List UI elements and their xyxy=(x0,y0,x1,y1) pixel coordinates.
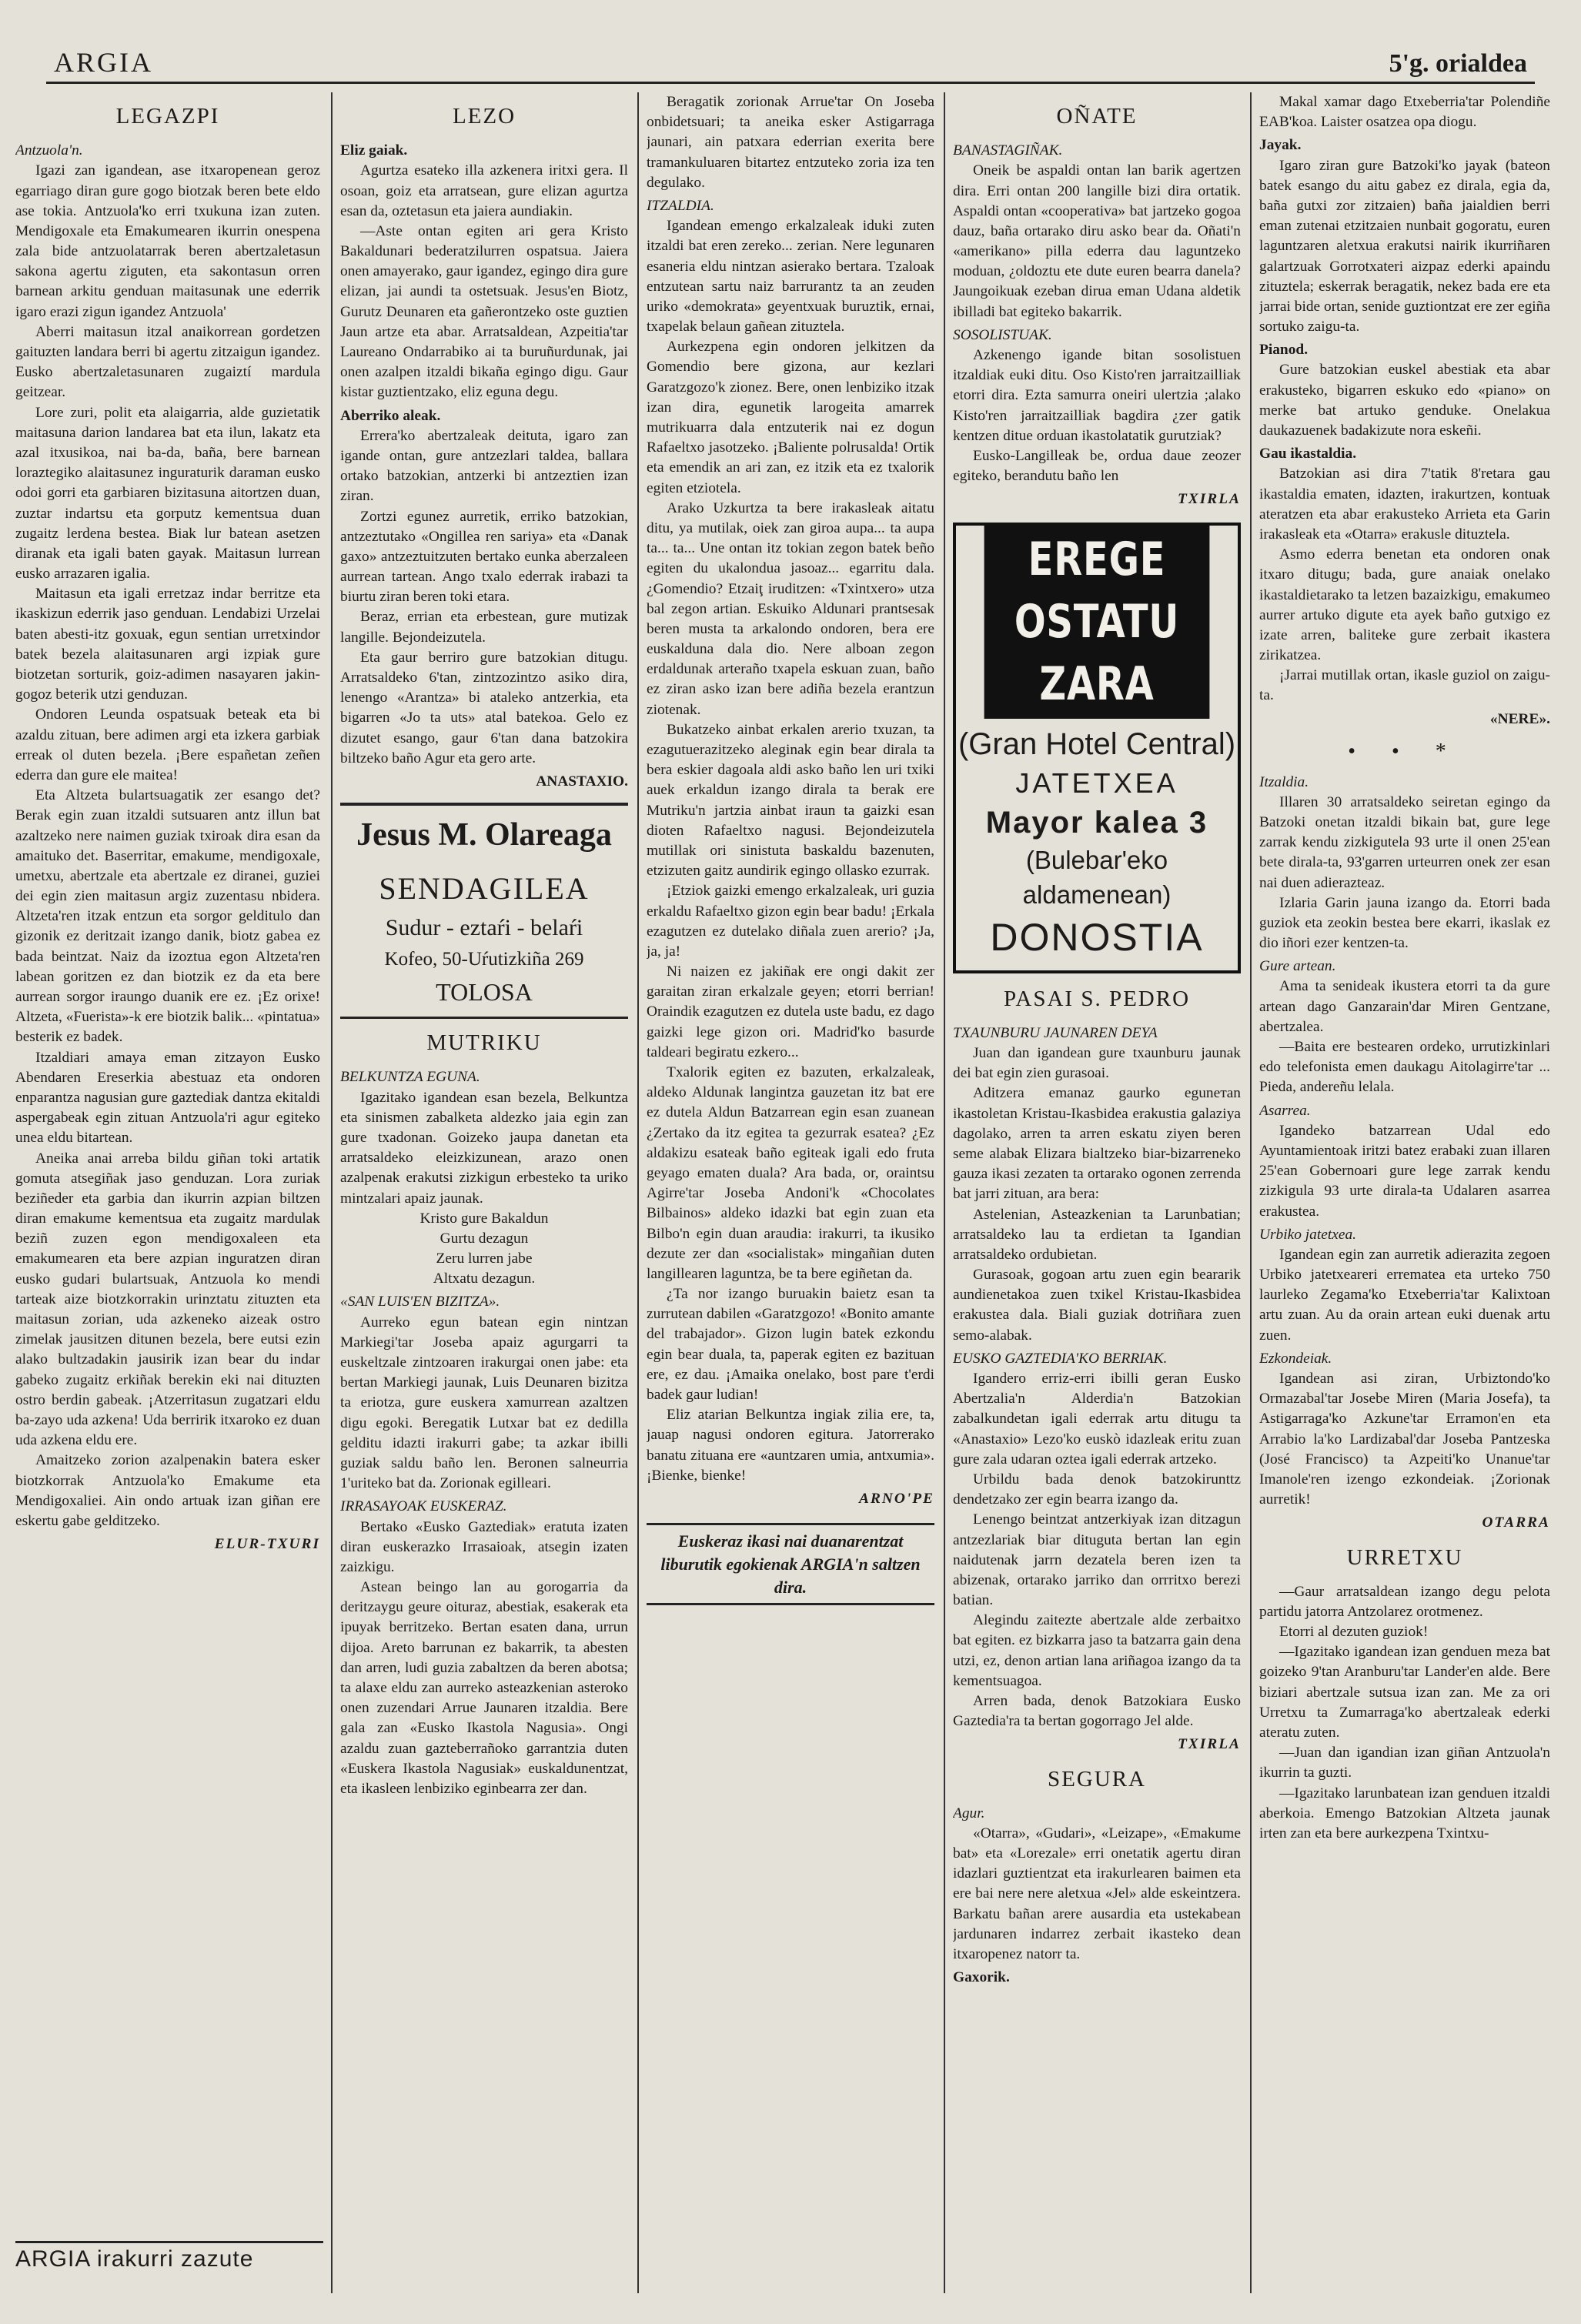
subheading: TXAUNBURU JAUNAREN DEYA xyxy=(953,1024,1158,1041)
ad-hotel-restaurant: JATETXEA xyxy=(1015,766,1178,799)
paragraph: Ondoren Leunda ospatsuak beteak eta bi azaldu zituan, bere adimen argi eta izkera garbiak erreak ol duten bezela. ¡Bere españetan zeñen ederra dan gure ele maitea! xyxy=(15,706,320,783)
ad-city: TOLOSA xyxy=(436,978,533,1007)
ad-address: Kofeo, 50-Uŕutizkiña 269 xyxy=(384,949,584,970)
column-rule xyxy=(1250,92,1252,2293)
subheading: Gure artean. xyxy=(1259,958,1336,975)
section-heading-mutriku: MUTRIKU xyxy=(426,1030,542,1056)
paragraph: Igandean asi ziran, Urbiztondo'ko Ormazabal'tar Josebe Miren (Maria Josefa), ta Astigarraga'ko Azkune'tar Erramon'en eta Arrabio la'ko Lardizabal'dar Joseba Pantzeska (José Francisco) ta Azpeiti'ko Unanue'tar Imanole'ren izengo ezkondeiak. ¡Zorionak aurretik! xyxy=(1259,1371,1550,1508)
paragraph: Lenengo beintzat antzerkiyak izan ditzagun antzezlariak biar dituguta bertan lan egin naidutenak jarrn dezatela beren izen ta abizenak, ortarako jarriko dan orrritxo berezi batian. xyxy=(953,1511,1241,1609)
section-heading-urretxu: URRETXU xyxy=(1346,1544,1463,1570)
subheading: Eliz gaiak. xyxy=(340,142,408,159)
paragraph: Ama ta senideak ikustera etorri ta da gure artean dago Ganzarain'dar Miren Gentzane, abertzalea. xyxy=(1259,978,1550,1035)
paragraph: Txalorik egiten ez bazuten, erkalzaleak, aldeko Aldunak langintza gauzetan itz bat ere ez dutela Aldun Batzarrean egin esan zuanean ¿Zertako da itz egitea ta gezurrak esatea? ¿Ez aldakizu esateak baño egiteak igali edo fruta geyago ematen duala? Ara bada, or, oraintsu Agirre'tar Joseba Andoni'k «Chocolates Bilbainos» aldeko idazki bat egin zuan eta Bilbo'n egin duan araudia: irakurri, ta ikusiko dezute zer dan «socialistak» mingañian duten langillearen laguntza, be ta bere egiñetan da. xyxy=(647,1064,934,1282)
paragraph: Lore zuri, polit eta alaigarria, alde guzietatik maitasuna darion landarea bat eta ilun, lakatz eta azal itxusikoa, nai ba-da, baña, bere barnean loraztegiko alaitasunez inguraturik daraman eusko odoi gorri eta garbiaren bizitasuna aitortzen duan, zuztar indartsu eta gorputz kementsua duan zugaitz lerdena bestea. Biak lur batean asetzen diranak eta igali baten gayak. Maitasun lurrean eusko arrazaren igalia. xyxy=(15,404,320,583)
paragraph: Arren bada, denok Batzokiara Eusko Gaztedia'ra ta bertan gogorrago Jel alde. xyxy=(953,1693,1241,1730)
ad-specialty: Sudur - eztaŕi - belaŕi xyxy=(385,914,583,940)
masthead-title: ARGIA xyxy=(54,47,153,78)
subheading: Asarrea. xyxy=(1259,1102,1311,1119)
paragraph: Igandero erriz-erri ibilli geran Eusko Abertzalia'n Alderdia'n Batzokian zabalkundetan igali ederrak artu ditugu ta «Anastaxio» Lezo'ko euskò idazleak eritu zuan gure zala udaran oztea igali ederrak artzeko. xyxy=(953,1371,1241,1468)
paragraph: —Igazitako igandean izan genduen meza bat goizeko 9'tan Aranburu'tar Lander'en alde. Bere biziari abertzale sutsua izan zan. Me za ori Urretxu ta Zumarraga'ko abertzaleak ederki ateratu zuten. xyxy=(1259,1644,1550,1741)
verse-line: Zeru lurren jabe xyxy=(436,1250,533,1267)
paragraph: Beraz, errian eta erbestean, gure mutizak langille. Bejondeizutela. xyxy=(340,609,628,646)
paragraph: Aurreko egun batean egin nintzan Markiegi'tar Joseba apaiz agurgarri ta euskeltzale zintzoaren irakurgai onen jabe: eta bertan Markiegi jaunak, Luis Deunaren bizitza ta eriotza, gure euskera xamurrean azaltzen digu egoki. Beregatik Lutxar bat ez dedilla gelditu idazti irakurri gabe; ta azkar ibilli guziak saldu baño len. Beronen salneurria 1'uriteko bat da. Zorionak egilleari. xyxy=(340,1314,628,1492)
paragraph: Illaren 30 arratsaldeko seiretan egingo da Batzoki onetan itzaldi bikain bat, gure lege zarrak kendu zizkigutela 93 urte il onen 25'ean bete dirala-ta, 93'garren urteurren onek zer esan nai duen adierazteaz. xyxy=(1259,793,1550,891)
section-heading-onate: OÑATE xyxy=(1056,104,1138,129)
column-legazpi xyxy=(15,92,320,2232)
author-signature: «NERE». xyxy=(1489,710,1550,727)
ad-hotel-title: EREGE OSTATU ZARA xyxy=(984,526,1210,719)
paragraph: Itzaldiari amaya eman zitzayon Eusko Abendaren Ereserkia abestuaz eta ondoren enparantza nagusian gure gaztediak dantza ekitaldi aspergabeak egin zituan Antzuola'ri agur egiteko unea eldu bitartean. xyxy=(15,1049,320,1147)
ad-title: SENDAGILEA xyxy=(379,870,590,906)
paragraph: Bukatzeko ainbat erkalen arerio txuzan, ta ezagutuerazitzeko aleginak egin bear dirala ta bera eskier dagoala aldi asko baño len uri txiki auek erkaldun izango dirala ta berak ere Mutriku'n jartzia ainbat iraun ta gaizki esan dioten Rafaeltxo nagusi. Bejondeizutela mutillak ori sinistuta baskaldu bazenuten, etzizuten gaitz aundirik egingo ollasko ezurrak. xyxy=(647,721,934,880)
paragraph: Eliz atarian Belkuntza ingiak zilia ere, ta, jauap nagusi ondoren egitura. Jatorrerako banatu zituana ere «auntzaren umia, antxumia». ¡Bienke, bienke! xyxy=(647,1407,934,1484)
paragraph: Igazitako igandean esan bezela, Belkuntza eta sinismen zabalketa aldezko jaia egin zan gure txadonan. Goizeko jaupa danetan eta arratsaldeko eleizkizunean, arazo onen azalpenak erakutsi zizkigun erbesteko ta uriko mintzalari apaiz jaunak. xyxy=(340,1089,628,1207)
column-mutriku-cont xyxy=(647,92,934,2293)
page-number: 5'g. orialdea xyxy=(1389,49,1527,78)
column-onate xyxy=(953,92,1241,2293)
subheading: Aberriko aleak. xyxy=(340,407,441,424)
author-signature: ARNO'PE xyxy=(858,1490,934,1507)
paragraph: Alegindu zaitezte abertzale alde zerbaitxo bat egiten. ez bizkarra jaso ta batzarra gain dena utzi, ez, denon artian lana ariñagoa izango da ta kementsuagoa. xyxy=(953,1612,1241,1689)
subheading: Agur. xyxy=(953,1805,985,1821)
verse-line: Kristo gure Bakaldun xyxy=(419,1210,549,1227)
column-rule xyxy=(331,92,333,2293)
paragraph: Aditzera emanaz gaurko eguneтan ikastoletan Kristau-Ikasbidea erakustia galaziya dagolako, arren ta arren eskatu ziyen beren seme alabak Elizara bialtzeko biar-bizarreneko gauza ikasi zezaten ta ortarako ogonen zerrenda bat jarri zituan, ara bera: xyxy=(953,1085,1241,1203)
advertisement-doctor xyxy=(340,803,628,1019)
verse-line: Altxatu dezagun. xyxy=(433,1271,536,1287)
paragraph: Juan dan igandean gure txaunburu jaunak dei bat egin zien gurasoai. xyxy=(953,1045,1241,1082)
subheading: Jayak. xyxy=(1259,137,1302,154)
verse-line: Gurtu dezagun xyxy=(440,1230,529,1247)
paragraph: Batzokian asi dira 7'tatik 8'retara gau ikastaldia ematen, idazten, irakurtzen, kontuak ateratzen eta abar erakusteko Arrieta eta Garin irakasleak eta «Otarra» erakusle dituztela. xyxy=(1259,466,1550,543)
paragraph: Astean beingo lan au gorogarria da deritzaygu geure oituraz, abestiak, esakerak eta ipuyak berritzeko. Bertan esaten dana, urrun dijoa. Areto barrunan ez bakarrik, ta abesten dan arren, ludi guzia zabaltzen da beren abotsa; ta alaxe eldu zan aurreko asteazkenian asteroko onen zuzendari Arrue Jaunaren itzaldia. Bere gala zan «Eusko Ikastola Nagusia». Ongi azaldu zuan gazteberrañoko garrantzia duten «Euskera Ikastola Nagusiak» euskaldunentzat, eta ikasleen lenbiziko eginbearra zer dan. xyxy=(340,1579,628,1797)
paragraph: ¿Ta nor izango buruakin baietz esan ta zurrutean dabilen «Garatzgozo! «Bonito amante del trabajador». Gizon lugin batek ezkondu egin bear duala, ta, paperak egiten ez bazituan ere, ez dau. ¡Amaika onelako, bost pare t'erdi badek gaur ludian! xyxy=(647,1286,934,1403)
paragraph: Agurtza esateko illa azkenera iritxi gera. Il osoan, goiz eta arratsean, gure elizan agurtza esan da, oztetasun eta jaiera aundiakin. xyxy=(340,162,628,219)
column-rule xyxy=(637,92,639,2293)
paragraph: Aurkezpena egin ondoren jelkitzen da Gomendio bere gizona, aur kezlari Garatzgozo'k zionez. Bere, onen lenbiziko itzak izan dira, egunetik larogeita amarrek mutrikuarra dala entzuterik nai ez dogun Rafaeltxo jasotzeko. ¡Baliente polrusalda! Ortik eta emendik an ari zan, ez itzik eta ez txalorik egiten etziotela. xyxy=(647,339,934,496)
paragraph: Igazi zan igandean, ase itxaropenean geroz egarriago diran gure gogo biotzak beren bete eldo ase tokia. Antzuola'ko erri txukuna izan zuten. Mendigoxale eta Emakumearen ikurrin onespena zala bide antzuolatarrak beren abertzaletasun sakona agertu ziguten, eta sakontasun orren barnean arkitu genduan maitasunak une ederrik igaro erazi zigun igandez Antzuola' xyxy=(15,162,320,320)
paragraph: Makal xamar dago Etxeberria'tar Polendiñe EAB'koa. Laister osatzea opa diogu. xyxy=(1259,94,1550,131)
subheading: Urbiko jatetxea. xyxy=(1259,1226,1357,1243)
advertisement-hotel xyxy=(953,523,1241,973)
paragraph: Azkenengo igande bitan sosolistuen itzaldiak euki ditu. Oso Kisto'ren jarraitzailliak etorri dira. Ezta samurra oneiri ulertzia ;alako Kisto'ren jarraitzailliak bagdira ¿zer gatik kentzen ditue orduan ikastolatatik gurutziak? xyxy=(953,347,1241,444)
author-signature: TXIRLA xyxy=(1177,1736,1241,1753)
bookshop-notice: Euskeraz ikasi nai duanarentzat liburutik egokienak ARGIA'n saltzen dira. xyxy=(647,1523,934,1605)
paragraph: Beragatik zorionak Arrue'tar On Joseba onbidetsuari; ta aneika esker Astigarraga jaunari, ain patxara ederrian exerita bere tramankuluaren bitartez entzuteko zoria iza ten degulako. xyxy=(647,94,934,191)
ad-name: Jesus M. Olareaga xyxy=(356,817,612,853)
paragraph: Izlaria Garin jauna izango da. Etorri bada guziok eta zeokin bestea bere ekarri, ikaslak ez dio iñori ezer kentzen-ta. xyxy=(1259,894,1550,952)
paragraph: Errera'ko abertzaleak deituta, igaro zan igande ontan, gure antzezlari taldea, ballara ortako batzokian, antzerki bi antzeztien izan ziran. xyxy=(340,427,628,505)
author-signature: ELUR-TXURI xyxy=(214,1536,320,1553)
subheading: Gau ikastaldia. xyxy=(1259,446,1357,462)
section-heading-segura: SEGURA xyxy=(1047,1766,1146,1791)
paragraph: Oneik be aspaldi ontan lan barik agertzen dira. Erri ontan 200 langille bizi dira ortatik. Aspaldi ontan «cooperativa» bat jartzeko gogoa dauz, baña ortarako diru asko bear da. Oñati'n «amerikano» pilla ederra dau laguntzeko moduan, ¿oldoztu ete dute euren bearra danela? Jaungoikuak ezeban dirua eman Udana aldetik ibilladi bat egiteko bakarrik. xyxy=(953,162,1241,320)
paragraph: Aberri maitasun itzal anaikorrean gordetzen gaituzten landara berri bi agertu zitzaigun igandez. Eusko abertzaletasunaren zugaiztí mardula geitzear. xyxy=(15,323,320,401)
paragraph: Igandeko batzarrean Udal edo Ayuntamientoak iritzi batez erabaki zuan illaren 25'ean Gobernoari gure lege zarrak kendu zizkigula 93 urte dirala-ta Udalaren asarrea erakustea. xyxy=(1259,1122,1550,1220)
paragraph: ¡Jarrai mutillak ortan, ikasle guziol on zaigu-ta. xyxy=(1259,667,1550,704)
column-lezo xyxy=(340,92,628,2293)
masthead xyxy=(46,43,1535,84)
subheading: Antzuola'n. xyxy=(15,142,83,159)
paragraph: —Juan dan igandian izan giñan Antzuola'n ikurrin ta guzti. xyxy=(1259,1745,1550,1781)
paragraph: Eta gaur berriro gure batzokian ditugu. Arratsaldeko 6'tan, zintzozintzo asiko dira, lenengo «Arantza» bi ataleko antzerkia, eta bigarren «Jo ta uts» atal batekoa. Gelo ez dizutet esango, gaur 6'tan dana batzokira biltzeko baño Agur eta gero arte. xyxy=(340,649,628,766)
subheading: EUSKO GAZTEDIA'KO BERRIAK. xyxy=(953,1350,1168,1367)
paragraph: Eusko-Langilleak be, ordua daue zeozer egiteko, berandutu baño len xyxy=(953,447,1241,485)
paragraph: «Otarra», «Gudari», «Leizape», «Emakume bat» eta «Lorezale» erri onetatik agertu diran idazlari guztientzat eta irakurlearen baimen eta ere bai nere nere aletxua «Jel» alde eskeintzera. Barkatu bañan arere ausardia eta ustekabean jardunaren indarrez zerbait ikasteko dean itxaropenez natorr ta. xyxy=(953,1825,1241,1963)
paragraph: Maitasun eta igali erretzaz indar berritze eta ikaskizun ederrik jaso genduan. Lendabizi Urzelai baten abesti-itz goxuak, egun sentian urretxindor batek bezela alaitasunaren argi izpiak gure biotzetan sorturik, goiz-adimen nasayaren jakin-gogoz beterik utzi genduzan. xyxy=(15,586,320,703)
paragraph: Astelenian, Asteazkenian ta Larunbatian; arratsaldeko lau ta erdietan ta Igandian arratsaldeko ordubietan. xyxy=(953,1206,1241,1263)
paragraph: —Gaur arratsaldean izango degu pelota partidu jatorra Antzolarez orotmenez. xyxy=(1259,1583,1550,1620)
column-local-news xyxy=(1259,92,1550,2293)
paragraph: Urbildu bada denok batzokirunttz dendetzako zer egin bearra izango da. xyxy=(953,1471,1241,1508)
paragraph: Gure batzokian euskel abestiak eta abar erakusteko, bigarren eskuko edo «piano» on merke bat artuko genduke. Onelakua daukazuenek badakizute nora eskeñi. xyxy=(1259,362,1550,439)
paragraph: Arako Uzkurtza ta bere irakasleak aitatu ditu, ya mutilak, oiek zan giroa aupa... ta aupa ta... ta... Une ontan itz tokian zegon batek beño egiten du ukalondua jasoaz... egarritu dala. ¿Gomendio? Etzaiţ iruditzen: «Txintxero» utza bal zegon artian. Eskuiko Aldunari prantsesak beren musta ta arkalondo ondoren, bera ere euskalduna dala dio. Nere alboan zegon erdaldunak arteraño txapela eskuan zuan, baño ez ziran asko izan bere adiña bezela erantzun ziotenak. xyxy=(647,499,934,718)
footer-banner: ARGIA irakurri zazute xyxy=(15,2241,323,2272)
paragraph: —Aste ontan egiten ari gera Kristo Bakaldunari bederatzilurren ospatsua. Jaiera onen amayerako, gaur igandez, egingo dira gure elizan, jai aundi ta ostetsuak. Jesus'en Biotz, Gurutz Deunaren eta gañerontzeko oste guztien Jaun artze eta abar. Arratsaldean, Azpeitia'tar Laureano Ondarrabiko ai ta buruñurdunak, jai onen azalpen itzaldi bikaña egingo digu. Gaur kistar guztientzako, eliz eguna degu. xyxy=(340,222,628,401)
subheading: BELKUNTZA EGUNA. xyxy=(340,1069,480,1086)
ad-hotel-location: (Bulebar'eko aldamenean) xyxy=(1022,846,1172,909)
section-heading-pasai: PASAI S. PEDRO xyxy=(1003,986,1191,1011)
paragraph: Zortzi egunez aurretik, erriko batzokian, antzeztutako «Ongillea ren sariya» eta «Danak gaxo» antzeztuitzuten bertako eunka aberzaleen aurrean tartean. Ango txalo ederrak irabazi ta biurtu ziran beren toki etara. xyxy=(340,508,628,606)
column-rule xyxy=(944,92,945,2293)
paragraph: Eta Altzeta bulartsuagatik zer esango det? Berak egin zuan itzaldi sutsuaren antz illun bat azaltzeko nere naimen guziak txiroak dira esan da amaituko det. Baserritar, emakume, mendigoxale, umetxu, abertzale eta abertzale ez diranei, guziei dei egin zien maitasun argiz zuzentasu nbidera. Altzeta'ren itzak entzun eta sorgor gelditulo dan gizonik ez deritzait izango danik, biotz gabea ez bada beintzat. Naiz da izoztua egon Altzeta'ren labean goritzen ez dan biotzik ez da eta bere aurrean sorgor iraungo duanik ere ez. ¡Ez orixe! Altzeta, «Fuerista»-k ere biotzik balik... «pintatua» besterik ez badek. xyxy=(15,787,320,1046)
ad-hotel-city: DONOSTIA xyxy=(990,916,1204,960)
subheading: IRRASAYOAK EUSKERAZ. xyxy=(340,1498,507,1515)
section-heading-lezo: LEZO xyxy=(452,104,516,129)
paragraph: Asmo ederra benetan eta ondoren onak itxaro ditugu; bada, gure anaiak onelako ikastaldietarako ta letzen bazaizkigu, emakumeo aurrer artuko digute eta ayek baño gutxigo ez izate arren, baliteke gure zerbait ikastera zirikatzea. xyxy=(1259,546,1550,664)
ad-hotel-subtitle: (Gran Hotel Central) xyxy=(958,726,1236,761)
paragraph: Igandean emengo erkalzaleak iduki zuten itzaldi bat eren zereko... zerian. Nere legunaren esaneria eldu nintzan asierako bertara. Tzaloak entzutean sartu naiz barrurantz ta an zeuden uriko «demokrata» geyentxuak buruztik, ernai, txapelak belaun gañean zituztela. xyxy=(647,218,934,336)
paragraph: Bertako «Eusko Gaztediak» eratuta izaten diran euskerazko Irrasaioak, atsegin izaten zaizkigu. xyxy=(340,1518,628,1575)
paragraph: —Igazitako larunbatean izan genduen itzaldi aberkoia. Emengo Batzokian Altzeta jaunak irten zan eta bere aurkezpena Txintxu- xyxy=(1259,1785,1550,1842)
paragraph: Ni naizen ez jakiñak ere ongi dakit zer garaitan ziran erkalzale geyen; etorri berrian! Oraindik ezagutzen ez dutela uste badu, ez dago gaizki lege gizon ori. Madrid'ko basurde taldeari begiratu ezkero... xyxy=(647,963,934,1060)
author-signature: OTARRA xyxy=(1482,1514,1550,1531)
paragraph: Igaro ziran gure Batzoki'ko jayak (bateon batek esango du aitu gabez ez dirala, egia da, baña gutxi zor zitzaien) baña jaialdien berri eman zutenai etzitzaien nunbait gogoratu, euren laguntzaren aletxua erakutsi nairik ikurriñaren galartzuak Gorrotxateri aizpaz ederki apaindu zituztela; eskerrak beragatik, nekez bada ere eta jarrai bide ortan, senide guztiontzat ere zer egiña sortuko zaigu-ta. xyxy=(1259,157,1550,336)
subheading: Pianod. xyxy=(1259,342,1309,359)
subheading: Ezkondeiak. xyxy=(1259,1350,1332,1367)
paragraph: Aneika anai arreba bildu giñan toki artatik gomuta atsegiñak jaso genduzan. Lora zuriak beziñeder eta garbia dan ikurrin azpian biltzen diran emakume kementsua eta zugaitz mardulak beziñ zuzen egon mendigoxaleen eta emakumearen eta bere azpian inguratzen diran eusko gudari bulartsuak, Antzuola ko mendi tarteak aize biotzkorrakin urinztatu zituzten eta maitasun zorian, uda azkeneko aizeak ostro zimelak jausitzen ditunen bezela, bere eutsi ezin alako bultzadakin jausirik izan bear du indar gabeko zugaitz erkiñak berekin eki nai dituzten ostro berdin gabeak. ¡Atzerritasun zugatzari eldu ba-zayo uda azkena! Uda berririk itxaroko ez duan uda azkena eldu ere. xyxy=(15,1150,320,1449)
subheading: ITZALDIA. xyxy=(647,197,714,214)
author-signature: TXIRLA xyxy=(1177,491,1241,508)
paragraph: Amaitzeko zorion azalpenakin batera esker biotzkorrak Antzuola'ko Emakume eta Mendigoxaliei. Ain ondo artuak izan giñan ere eskertu gabe gelditzeko. xyxy=(15,1452,320,1529)
subheading: Itzaldia. xyxy=(1259,773,1309,790)
section-divider: • • * xyxy=(1348,739,1462,763)
subheading: SOSOLISTUAK. xyxy=(953,326,1052,343)
paragraph: Etorri al dezuten guziok! xyxy=(1279,1624,1429,1641)
paragraph: Igandean egin zan aurretik adierazita zegoen Urbiko jatetxeareri errematea eta urteko 750 laurleko Zegama'ko Etxeberria'tar Kalixtoan artu zuan. Au da orain artean euki duenak artu zuen. xyxy=(1259,1246,1550,1344)
paragraph: Gurasoak, gogoan artu zuen egin beararik aundienetakoa zuen txikel Kristau-Ikasbidea erakustea dala. Biali guziak dotriñara zuen semo-alabak. xyxy=(953,1267,1241,1344)
author-signature: Gaxorik. xyxy=(953,1969,1010,1986)
paragraph: —Baita ere bestearen ordeko, urrutizkinlari edo telefonista emen daukagu Aitolagirre'tar ... Pieda, andereñu lelala. xyxy=(1259,1039,1550,1096)
ad-hotel-address: Mayor kalea 3 xyxy=(985,806,1208,840)
subheading: BANASTAGIÑAK. xyxy=(953,142,1063,159)
paragraph: ¡Etziok gaizki emengo erkalzaleak, uri guzia erkaldu Rafaeltxo gizon egin bear badu! ¡Erkala ezagutzen ez dutelako diñala zuen arerio? ¡Ja, ja, ja! xyxy=(647,883,934,960)
subheading: «SAN LUIS'EN BIZITZA». xyxy=(340,1294,500,1311)
section-heading-legazpi: LEGAZPI xyxy=(115,104,220,129)
author-signature: ANASTAXIO. xyxy=(536,773,628,790)
